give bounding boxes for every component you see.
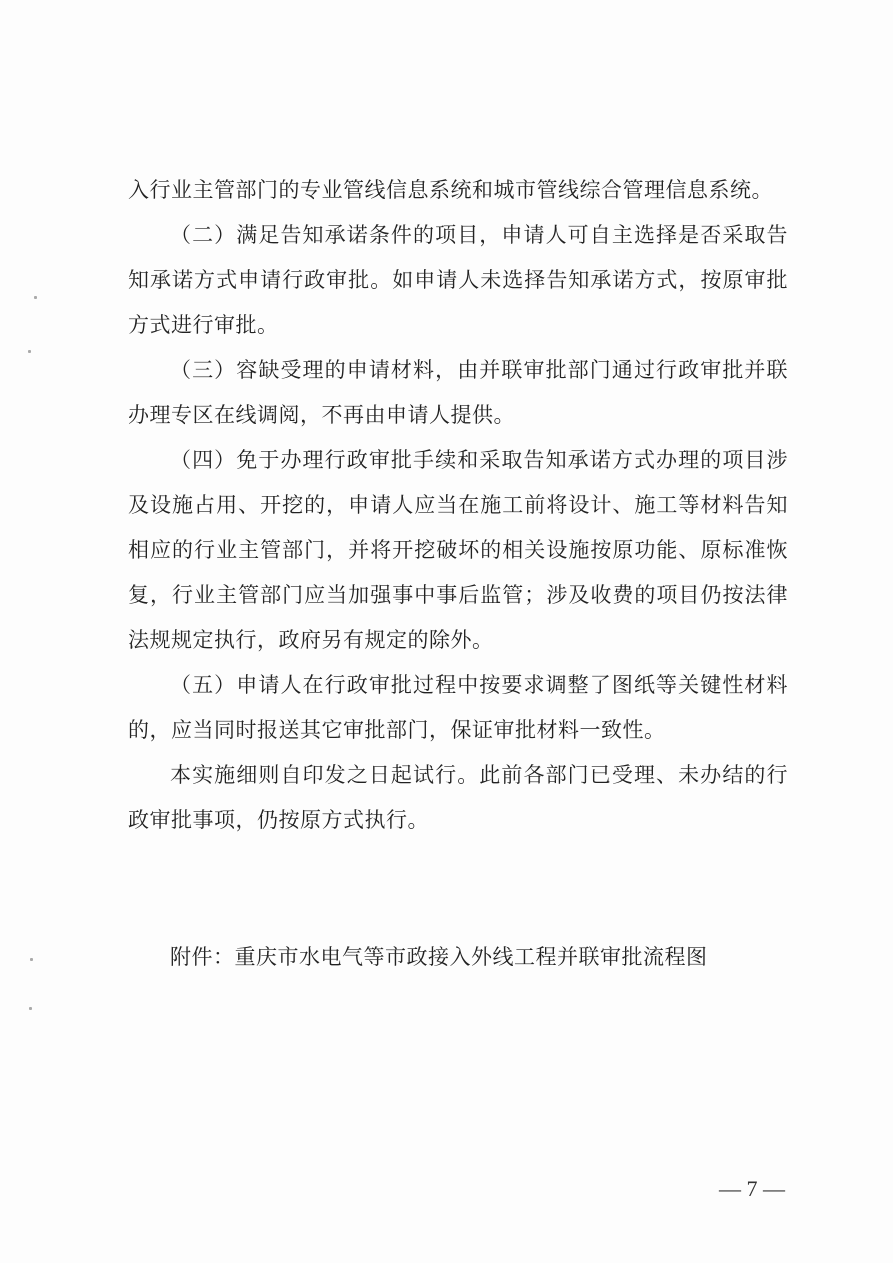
scan-speck xyxy=(34,296,37,299)
attachment-line: 附件：重庆市水电气等市政接入外线工程并联审批流程图 xyxy=(170,945,708,969)
paragraph-item-2: （二）满足告知承诺条件的项目，申请人可自主选择是否采取告知承诺方式申请行政审批。如申请人未选择告知承诺方式，按原审批方式进行审批。 xyxy=(128,223,788,337)
scan-speck xyxy=(30,958,33,961)
document-body xyxy=(128,168,788,843)
paragraph-continuation: 入行业主管部门的专业管线信息系统和城市管线综合管理信息系统。 xyxy=(128,178,773,202)
scan-speck xyxy=(29,1007,32,1010)
paragraph-item-5: （五）申请人在行政审批过程中按要求调整了图纸等关键性材料的，应当同时报送其它审批部门，保证审批材料一致性。 xyxy=(128,673,788,742)
scan-speck xyxy=(28,350,31,353)
paragraph-effective-date: 本实施细则自印发之日起试行。此前各部门已受理、未办结的行政审批事项，仍按原方式执行。 xyxy=(128,763,788,832)
paragraph-item-4: （四）免于办理行政审批手续和采取告知承诺方式办理的项目涉及设施占用、开挖的，申请人应当在施工前将设计、施工等材料告知相应的行业主管部门，并将开挖破坏的相关设施按原功能、原标准恢复，行业主管部门应当加强事中事后监管；涉及收费的项目仍按法律法规规定执行，政府另有规定的除外。 xyxy=(128,448,788,652)
paragraph-item-3: （三）容缺受理的申请材料，由并联审批部门通过行政审批并联办理专区在线调阅，不再由申请人提供。 xyxy=(128,358,788,427)
page-number: — 7 — xyxy=(719,1176,785,1201)
